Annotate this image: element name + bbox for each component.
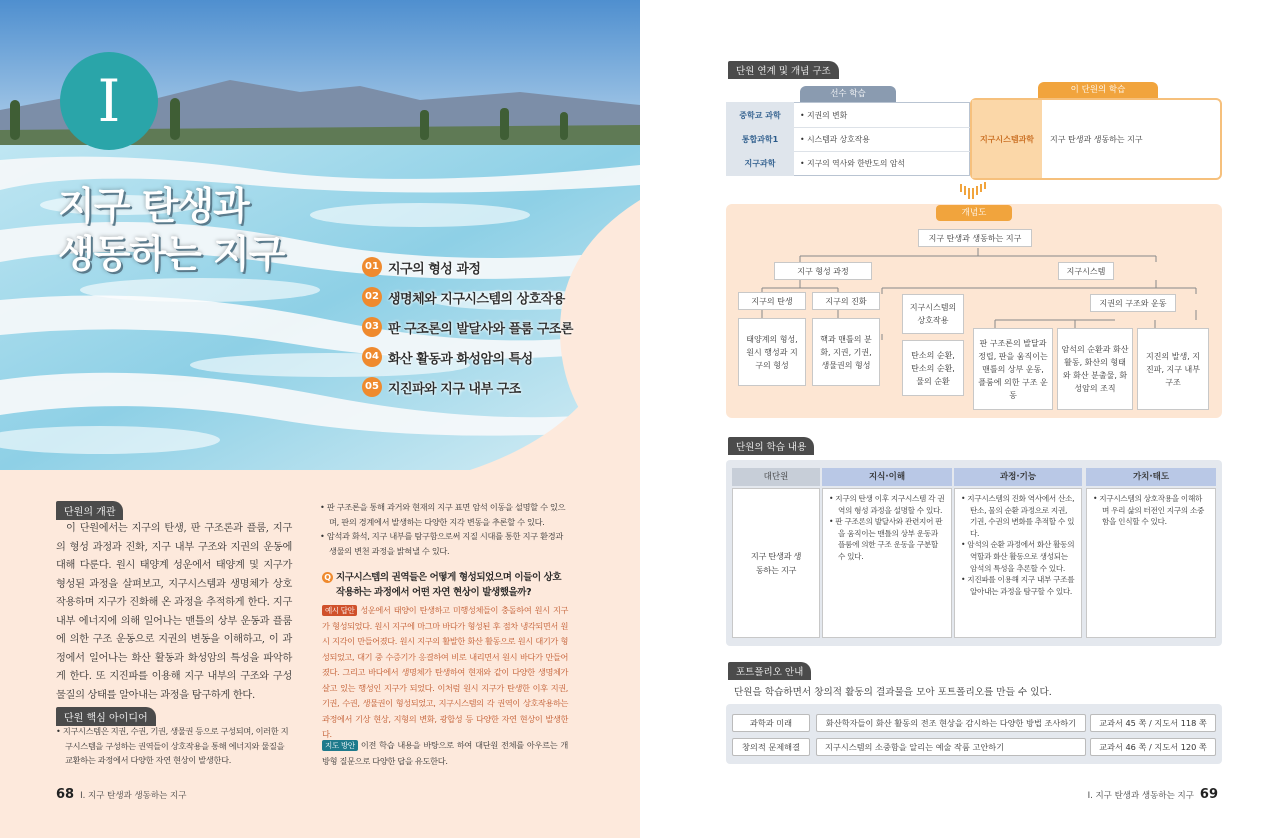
table-header: 과정·기능 — [954, 468, 1082, 486]
table-cell-value — [1086, 488, 1216, 638]
section-learning-label: 단원의 학습 내용 — [728, 437, 814, 455]
right-page — [640, 0, 1280, 838]
topic-title: 생명체와 지구시스템의 상호작용 — [388, 291, 565, 307]
table-cell-process — [954, 488, 1082, 638]
concept-leaf: 지진의 발생, 지진파, 지구 내부 구조 — [1137, 328, 1209, 410]
divider — [794, 151, 970, 152]
page-number: 68 — [56, 787, 75, 802]
topic-title: 지진파와 지구 내부 구조 — [388, 381, 521, 397]
topic-number: 05 — [362, 377, 382, 397]
table-bullet-text: 지구의 탄생 이후 지구시스템 각 권역의 형성 과정을 설명할 수 있다. — [835, 494, 945, 515]
sample-answer — [322, 603, 568, 743]
topic-item[interactable] — [362, 252, 573, 282]
portfolio-task[interactable]: 지구시스템의 소중함을 알리는 예술 작품 고안하기 — [816, 738, 1086, 756]
key-question-text: 지구시스템의 권역들은 어떻게 형성되었으며 이들이 상호작용하는 과정에서 어떤 자연 현상이 발생했을까? — [336, 572, 562, 598]
table-header: 지식·이해 — [822, 468, 952, 486]
topic-number: 01 — [362, 257, 382, 277]
left-page-footer — [50, 787, 186, 802]
core-idea-text: • 지구시스템은 지권, 수권, 기권, 생물권 등으로 구성되며, 이러한 지구시스템을 구성하는 권역들이 상호작용을 통해 에너지와 물질을 교환하는 과정에서 다양한 자연 현상이 발생한다. — [56, 726, 289, 765]
portfolio-ref: 교과서 45 쪽 / 지도서 118 쪽 — [1090, 714, 1216, 732]
topic-item[interactable] — [362, 342, 573, 372]
table-bullet: • 암석의 순환 과정에서 화산 활동의 역할과 화산 활동으로 생성되는 암석의 특성을 추론할 수 있다. — [961, 540, 1075, 573]
prior-topic: • 지권의 변화 — [800, 111, 848, 120]
table-bullet: • 지진파를 이용해 지구 내부 구조를 알아내는 과정을 탐구할 수 있다. — [961, 575, 1075, 596]
table-cell-unit: 지구 탄생과 생동하는 지구 — [732, 488, 820, 638]
prior-learning-tab: 선수 학습 — [800, 86, 896, 102]
table-bullet-text: 지구시스템의 진화 역사에서 산소, 탄소, 물의 순환 과정으로 지권, 기권, 수권의 변화를 추적할 수 있다. — [967, 494, 1075, 538]
table-bullet-text: 판 구조론의 발달사와 관련지어 판을 움직이는 맨틀의 상부 운동과 플룸에 의한 구조 운동을 구분할 수 있다. — [835, 517, 943, 561]
table-header: 가치·태도 — [1086, 468, 1216, 486]
achievement-bullet-text: 암석과 화석, 지구 내부를 탐구함으로써 지질 시대를 통한 지구 환경과 생물의 변천 과정을 밝혀낼 수 있다. — [326, 531, 563, 556]
page-caption: I. 지구 탄생과 생동하는 지구 — [1087, 791, 1194, 801]
overview-section — [56, 500, 123, 520]
concept-node: 지구의 진화 — [812, 292, 880, 310]
teaching-guide-tag: 지도 방안 — [322, 740, 358, 751]
current-subject: 지구시스템과학 — [972, 100, 1042, 178]
concept-leaf: 핵과 맨틀의 분화, 지권, 기권, 생물권의 형성 — [812, 318, 880, 386]
table-bullet: • 지구시스템의 진화 역사에서 산소, 탄소, 물의 순환 과정으로 지권, 기권, 수권의 변화를 추적할 수 있다. — [961, 494, 1075, 538]
chapter-title-line1: 지구 탄생과 — [58, 184, 249, 228]
table-bullet: • 지구시스템의 상호작용을 이해하며 우리 삶의 터전인 지구의 소중함을 인식할 수 있다. — [1093, 494, 1205, 527]
core-idea-section — [56, 706, 156, 726]
table-bullet-text: 지구시스템의 상호작용을 이해하며 우리 삶의 터전인 지구의 소중함을 인식할 수 있다. — [1099, 494, 1205, 527]
question-icon: Q — [322, 572, 333, 583]
topic-item[interactable] — [362, 312, 573, 342]
prior-subject: 통합과학1 — [741, 134, 779, 144]
portfolio-ref: 교과서 46 쪽 / 지도서 120 쪽 — [1090, 738, 1216, 756]
page-caption: I. 지구 탄생과 생동하는 지구 — [80, 791, 187, 801]
prior-topic: • 지구의 역사와 한반도의 암석 — [800, 159, 905, 168]
chapter-title-line2: 생동하는 지구 — [58, 232, 285, 276]
topic-title: 화산 활동과 화성암의 특성 — [388, 351, 533, 367]
page-number: 69 — [1199, 787, 1218, 802]
achievement-bullets — [320, 500, 568, 558]
topic-title: 지구의 형성 과정 — [388, 261, 481, 277]
sample-answer-text: 성운에서 태양이 탄생하고 미행성체들이 충돌하여 원시 지구가 형성되었다. 원시 지구에 마그마 바다가 형성된 후 점차 냉각되면서 원시 지각이 만들어졌다. 원시 지구의 활발한 화산 활동으로 원시 대기가 형성되었고, 대기 중 수증기가 응결하여 비로 내리면서 원시 바다가 만들어졌다. 그리고 바다에서 생명체가 탄생하여 현재와 같이 다양한 생명체가 살고 있는 행성인 지구가 되었다. 이처럼 원시 지구가 탄생한 이후 지권, 기권, 수권, 생물권이 형성되었고, 지구시스템의 각 권역이 상호작용하는 과정에서 기상 현상, 지형의 변화, 광합성 등 다양한 자연 현상이 발생한다. — [322, 605, 568, 739]
table-header: 대단원 — [732, 468, 820, 486]
concept-leaf: 태양계의 형성, 원시 행성과 지구의 형성 — [738, 318, 806, 386]
portfolio-intro: 단원을 학습하면서 창의적 활동의 결과물을 모아 포트폴리오를 만들 수 있다. — [734, 687, 1052, 698]
achievement-bullet-text: 판 구조론을 통해 과거와 현재의 지구 표면 암석 이동을 설명할 수 있으며, 판의 경계에서 발생하는 다양한 지각 변동을 추론할 수 있다. — [326, 502, 566, 527]
concept-leaf: 판 구조론의 발달과 정립, 판을 움직이는 맨틀의 상부 운동, 플룸에 의한 구조 운동 — [973, 328, 1053, 410]
table-bullet-text: 암석의 순환 과정에서 화산 활동의 역할과 화산 활동으로 생성되는 암석의 특성을 추론할 수 있다. — [967, 540, 1075, 573]
teaching-guide — [322, 738, 568, 769]
divider — [794, 127, 970, 128]
concept-node: 지구 형성 과정 — [774, 262, 872, 280]
portfolio-category: 창의적 문제해결 — [732, 738, 810, 756]
concept-map-tab: 개념도 — [936, 205, 1012, 221]
concept-leaf: 암석의 순환과 화산 활동, 화산의 형태와 화산 분출물, 화성암의 조직 — [1057, 328, 1133, 410]
prior-subject: 중학교 과학 — [739, 110, 781, 120]
concept-leaf: 탄소의 순환, 탄소의 순환, 물의 순환 — [902, 340, 964, 396]
chapter-title — [58, 182, 284, 278]
concept-node: 지구시스템의 상호작용 — [902, 294, 964, 334]
core-idea-label: 단원 핵심 아이디어 — [56, 707, 156, 726]
achievement-bullet: • 암석과 화석, 지구 내부를 탐구함으로써 지질 시대를 통한 지구 환경과 생물의 변천 과정을 밝혀낼 수 있다. — [320, 531, 563, 556]
topic-item[interactable] — [362, 282, 573, 312]
overview-label: 단원의 개관 — [56, 501, 123, 520]
current-learning-tab: 이 단원의 학습 — [1038, 82, 1158, 98]
concept-node: 지구의 탄생 — [738, 292, 806, 310]
section-connection-label: 단원 연계 및 개념 구조 — [728, 61, 839, 79]
topic-list — [362, 252, 573, 402]
section-portfolio-label: 포트폴리오 안내 — [728, 662, 811, 680]
current-topic: 지구 탄생과 생동하는 지구 — [1050, 135, 1143, 144]
topic-number: 04 — [362, 347, 382, 367]
portfolio-category: 과학과 미래 — [732, 714, 810, 732]
table-bullet-text: 지진파를 이용해 지구 내부 구조를 알아내는 과정을 탐구할 수 있다. — [967, 575, 1075, 596]
topic-title: 판 구조론의 발달사와 플룸 구조론 — [388, 321, 573, 337]
concept-root: 지구 탄생과 생동하는 지구 — [918, 229, 1032, 247]
key-question — [322, 570, 568, 600]
sample-answer-tag: 예시 답안 — [322, 605, 357, 616]
topic-number: 02 — [362, 287, 382, 307]
topic-number: 03 — [362, 317, 382, 337]
achievement-bullet: • 판 구조론을 통해 과거와 현재의 지구 표면 암석 이동을 설명할 수 있으며, 판의 경계에서 발생하는 다양한 지각 변동을 추론할 수 있다. — [320, 502, 566, 527]
core-idea-body: 지구시스템은 지권, 수권, 기권, 생물권 등으로 구성되며, 이러한 지구시스템을 구성하는 권역들이 상호작용을 통해 에너지와 물질을 교환하는 과정에서 다양한 자연 현상이 발생한다. — [62, 726, 289, 765]
portfolio-task[interactable]: 화산학자들이 화산 활동의 전조 현상을 감시하는 다양한 방법 조사하기 — [816, 714, 1086, 732]
prior-subject: 지구과학 — [744, 158, 776, 168]
concept-node: 지권의 구조와 운동 — [1090, 294, 1176, 312]
table-bullet: • 판 구조론의 발달사와 관련지어 판을 움직이는 맨틀의 상부 운동과 플룸에 의한 구조 운동을 구분할 수 있다. — [829, 517, 943, 561]
chapter-number-badge: I — [60, 52, 158, 150]
right-page-footer — [1088, 787, 1224, 802]
overview-text: 이 단원에서는 지구의 탄생, 판 구조론과 플룸, 지구의 형성 과정과 진화, 지구 내부 구조와 지권의 운동에 대해 다룬다. 원시 태양계 성운에서 태양계 및 지구가 형성된 과정을 살펴보고, 지구시스템과 생명체가 상호작용하며 지구가 진화해 온 과정을 추적하게 한다. 지구 내부 에너지에 의해 일어나는 맨틀의 상부 운동과 플룸에 의한 구조 운동으로 지권의 변동을 이해하고, 이 과정에서 일어나는 화산 활동과 화성암의 특성을 파악하게 한다. 또 지진파를 이용해 지구 내부의 구조와 구성 물질의 상태를 알아내는 과정을 탐구하게 한다. — [56, 523, 292, 701]
down-arrow-icon — [960, 182, 986, 200]
topic-item[interactable] — [362, 372, 573, 402]
table-bullet: • 지구의 탄생 이후 지구시스템 각 권역의 형성 과정을 설명할 수 있다. — [829, 494, 945, 515]
teaching-guide-text: 이전 학습 내용을 바탕으로 하여 대단원 전체를 아우르는 개방형 질문으로 다양한 답을 유도한다. — [322, 740, 568, 766]
table-cell-knowledge — [822, 488, 952, 638]
concept-node: 지구시스템 — [1058, 262, 1114, 280]
prior-topic: • 시스템과 상호작용 — [800, 135, 870, 144]
